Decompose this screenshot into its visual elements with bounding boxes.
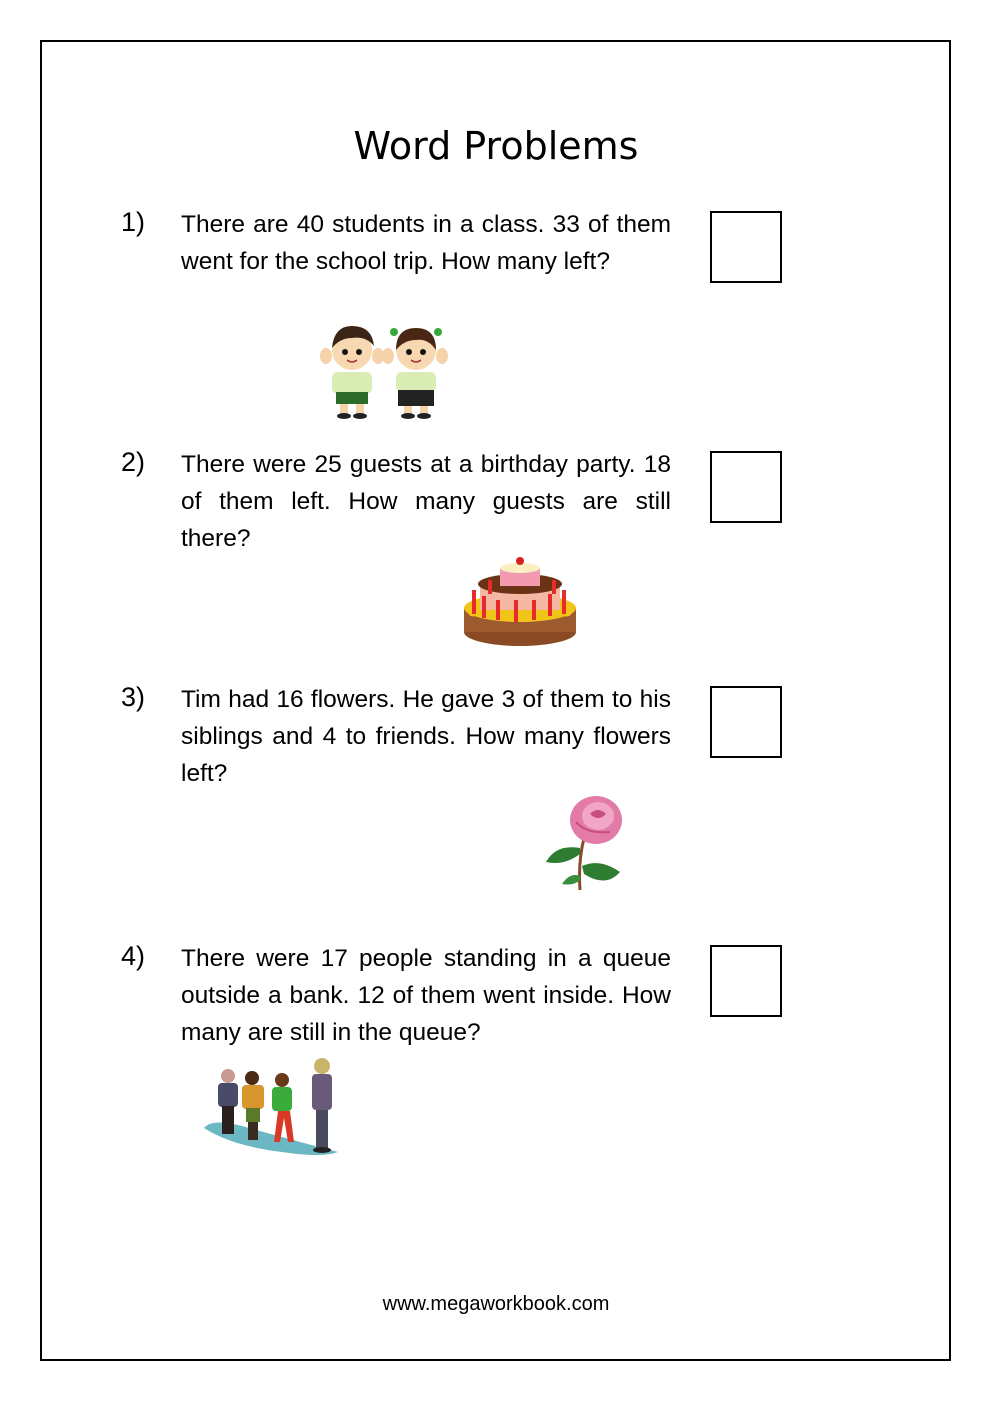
page-title: Word Problems [353, 124, 639, 168]
rose-flower-icon [540, 792, 630, 894]
problem-text: There were 25 guests at a birthday party. 18 of them left. How many guests are still there? [181, 451, 671, 552]
footer-url: www.megaworkbook.com [382, 1293, 610, 1315]
problem-text: There are 40 students in a class. 33 of them went for the school trip. How many left? [181, 211, 671, 275]
problem-text: There were 17 people standing in a queue outside a bank. 12 of them went inside. How many are still in the queue? [181, 945, 671, 1046]
answer-box[interactable] [710, 945, 782, 1017]
birthday-cake-icon [460, 552, 584, 650]
problem-number: 1) [121, 207, 146, 237]
problem-number: 4) [121, 941, 146, 971]
problem-text: Tim had 16 flowers. He gave 3 of them to his siblings and 4 to friends. How many flowers left? [181, 686, 671, 787]
answer-box[interactable] [710, 451, 782, 523]
problem-number: 2) [121, 447, 146, 477]
answer-box[interactable] [710, 211, 782, 283]
problem-number: 3) [121, 682, 146, 712]
two-children-icon [318, 316, 450, 422]
people-queue-icon [202, 1056, 344, 1160]
answer-box[interactable] [710, 686, 782, 758]
